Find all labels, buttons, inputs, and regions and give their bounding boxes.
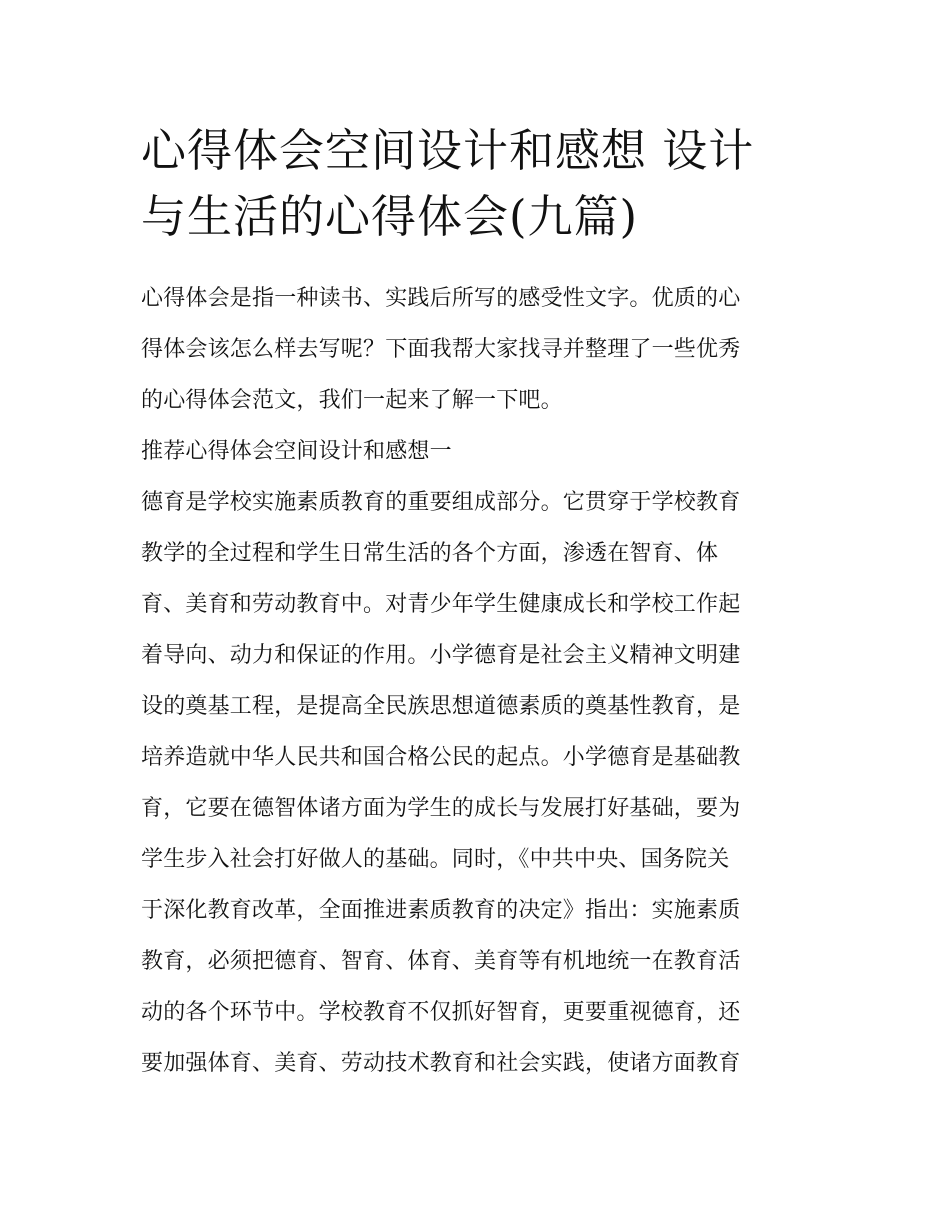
body-line: 于深化教育改革，全面推进素质教育的决定》指出：实施素质 bbox=[141, 898, 741, 923]
body-line: 要加强体育、美育、劳动技术教育和社会实践，使诸方面教育 bbox=[141, 1051, 741, 1076]
body-line: 教育，必须把德育、智育、体育、美育等有机地统一在教育活 bbox=[141, 949, 741, 974]
title-line: 心得体会空间设计和感想 设计 bbox=[141, 124, 755, 177]
body-line: 育、美育和劳动教育中。对青少年学生健康成长和学校工作起 bbox=[141, 592, 741, 617]
body-line: 学生步入社会打好做人的基础。同时，《中共中央、国务院关 bbox=[141, 847, 730, 872]
body-line: 设的奠基工程，是提高全民族思想道德素质的奠基性教育，是 bbox=[141, 694, 741, 719]
body-line: 教学的全过程和学生日常生活的各个方面，渗透在智育、体 bbox=[141, 541, 719, 566]
section-heading: 推荐心得体会空间设计和感想一 bbox=[141, 439, 452, 464]
intro-line: 心得体会是指一种读书、实践后所写的感受性文字。优质的心 bbox=[141, 286, 741, 311]
body-line: 培养造就中华人民共和国合格公民的起点。小学德育是基础教 bbox=[141, 745, 741, 770]
body-line: 育，它要在德智体诸方面为学生的成长与发展打好基础，要为 bbox=[141, 796, 741, 821]
intro-line: 得体会该怎么样去写呢？下面我帮大家找寻并整理了一些优秀 bbox=[141, 337, 741, 362]
title-line: 与生活的心得体会(九篇) bbox=[141, 190, 639, 243]
body-line: 着导向、动力和保证的作用。小学德育是社会主义精神文明建 bbox=[141, 643, 741, 668]
body-line: 德育是学校实施素质教育的重要组成部分。它贯穿于学校教育 bbox=[141, 490, 741, 515]
body-line: 动的各个环节中。学校教育不仅抓好智育，更要重视德育，还 bbox=[141, 1000, 741, 1025]
intro-line: 的心得体会范文，我们一起来了解一下吧。 bbox=[141, 388, 563, 413]
document-title bbox=[141, 118, 821, 250]
